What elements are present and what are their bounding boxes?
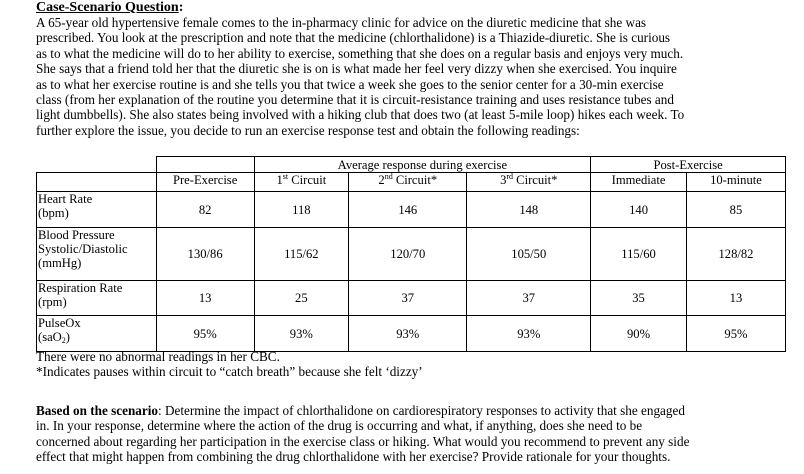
scenario-line: light dumbbells). She also states being involved with a hiking club that does two (at least 5-mile loop) hikes each week. To [36, 107, 685, 123]
question-line: in. In your response, determine where the action of the drug is occurring and what, if anything, does she need to be [36, 418, 643, 434]
col-header-circuit-3 [467, 173, 591, 192]
table-cell: 37 [349, 281, 467, 316]
empty-header-cell [37, 173, 157, 192]
table-row-pulseox [37, 316, 786, 352]
exercise-readings-table [36, 156, 786, 352]
row-label-line [38, 330, 156, 344]
table-cell: 95% [156, 316, 254, 352]
question-line: effect that might happen from combining the drug chlorthalidone with her exercise? Provide rationale for your thoughts. [36, 449, 671, 465]
scenario-line: She says that a friend told her that the diuretic she is on is what made her feel very dizzy when she exercised. You inquire [36, 61, 677, 77]
header-text: Circuit* [392, 173, 438, 187]
header-ordinal: st [282, 172, 289, 181]
table-cell: 85 [686, 192, 785, 228]
row-label [37, 316, 157, 352]
asterisk-footnote: *Indicates pauses within circuit to “catch breath” because she felt ‘dizzy’ [36, 364, 423, 379]
col-header-circuit-2 [349, 173, 467, 192]
question-line [36, 403, 786, 418]
header-number: 1 [276, 173, 283, 187]
empty-header-cell [156, 157, 254, 173]
col-header-circuit-1 [254, 173, 349, 192]
question-lead: Based on the scenario [36, 403, 158, 418]
row-label-line: Blood Pressure [38, 228, 115, 242]
sao2-open: (saO [38, 330, 62, 344]
table-cell: 148 [467, 192, 591, 228]
header-ordinal: nd [384, 172, 393, 181]
table-cell: 105/50 [467, 228, 591, 281]
col-header-10-minute: 10-minute [686, 173, 785, 192]
scenario-line: class (from her explanation of the routine you determine that it is circuit-resistance training and uses resistance tubes and [36, 92, 674, 108]
post-exercise-header: Post-Exercise [591, 157, 786, 173]
scenario-line: prescribed. You look at the prescription and note that the medicine (chlorthalidone) is a Thiazide-diuretic. She is curious [36, 30, 671, 46]
table-cell: 93% [467, 316, 591, 352]
header-number: 2 [378, 173, 385, 187]
table-cell: 146 [349, 192, 467, 228]
header-number: 3 [500, 173, 507, 187]
title-colon: : [178, 0, 184, 15]
table-cell: 25 [254, 281, 349, 316]
scenario-line: as to what her exercise routine is and she tells you that twice a week she goes to the senior center for a 30-min exercise [36, 76, 664, 92]
table-cell: 115/60 [591, 228, 687, 281]
row-label-line: (mmHg) [38, 256, 82, 270]
table-row-respiration-rate [37, 281, 786, 316]
question-paragraph [36, 403, 786, 465]
table-cell: 37 [467, 281, 591, 316]
case-scenario-title [36, 0, 183, 16]
row-label-line: (bpm) [38, 206, 69, 220]
row-label [37, 192, 157, 228]
table-cell: 130/86 [156, 228, 254, 281]
scenario-line: as to what the medicine will do to her ability to exercise, something that she does on a regular basis and enjoys very much. [36, 45, 684, 61]
row-label-line: Systolic/Diastolic [38, 242, 128, 256]
table-cell: 35 [591, 281, 687, 316]
scenario-paragraph [36, 15, 786, 138]
row-label [37, 228, 157, 281]
sao2-subscript: 2 [61, 336, 66, 345]
table-cell: 115/62 [254, 228, 349, 281]
table-cell: 140 [591, 192, 687, 228]
cbc-note: There were no abnormal readings in her CBC. [36, 349, 280, 364]
scenario-line: further explore the issue, you decide to run an exercise response test and obtain the following readings: [36, 122, 580, 138]
table-cell: 93% [254, 316, 349, 352]
row-label-line: Respiration Rate [38, 281, 123, 295]
table-cell: 95% [686, 316, 785, 352]
row-label-line: (rpm) [38, 295, 67, 309]
table-cell: 128/82 [686, 228, 785, 281]
table-notes [36, 349, 423, 379]
table-cell: 13 [686, 281, 785, 316]
table-cell: 120/70 [349, 228, 467, 281]
header-ordinal: rd [506, 172, 514, 181]
header-text: Circuit* [513, 173, 558, 187]
row-label-line: PulseOx [38, 316, 81, 330]
empty-header-cell [37, 157, 157, 173]
table-cell: 93% [349, 316, 467, 352]
during-exercise-header: Average response during exercise [254, 157, 591, 173]
scenario-line: A 65-year old hypertensive female comes to the in-pharmacy clinic for advice on the diuretic medicine that she was [36, 15, 647, 30]
table-row-blood-pressure [37, 228, 786, 281]
col-header-pre-exercise: Pre-Exercise [156, 173, 254, 192]
col-header-immediate: Immediate [591, 173, 687, 192]
table-cell: 13 [156, 281, 254, 316]
row-label [37, 281, 157, 316]
table-row-heart-rate [37, 192, 786, 228]
title-text: Case-Scenario Question [36, 0, 179, 15]
sao2-close: ) [65, 330, 70, 344]
table-cell: 82 [156, 192, 254, 228]
table-cell: 118 [254, 192, 349, 228]
question-line: concerned about regarding her participation in the exercise class or hiking. What would you recommend to prevent any side [36, 433, 690, 449]
table-cell: 90% [591, 316, 687, 352]
question-text: : Determine the impact of chlorthalidone on cardiorespiratory responses to activity that she engaged [157, 403, 685, 418]
header-text: Circuit [288, 173, 327, 187]
row-label-line: Heart Rate [38, 192, 93, 206]
